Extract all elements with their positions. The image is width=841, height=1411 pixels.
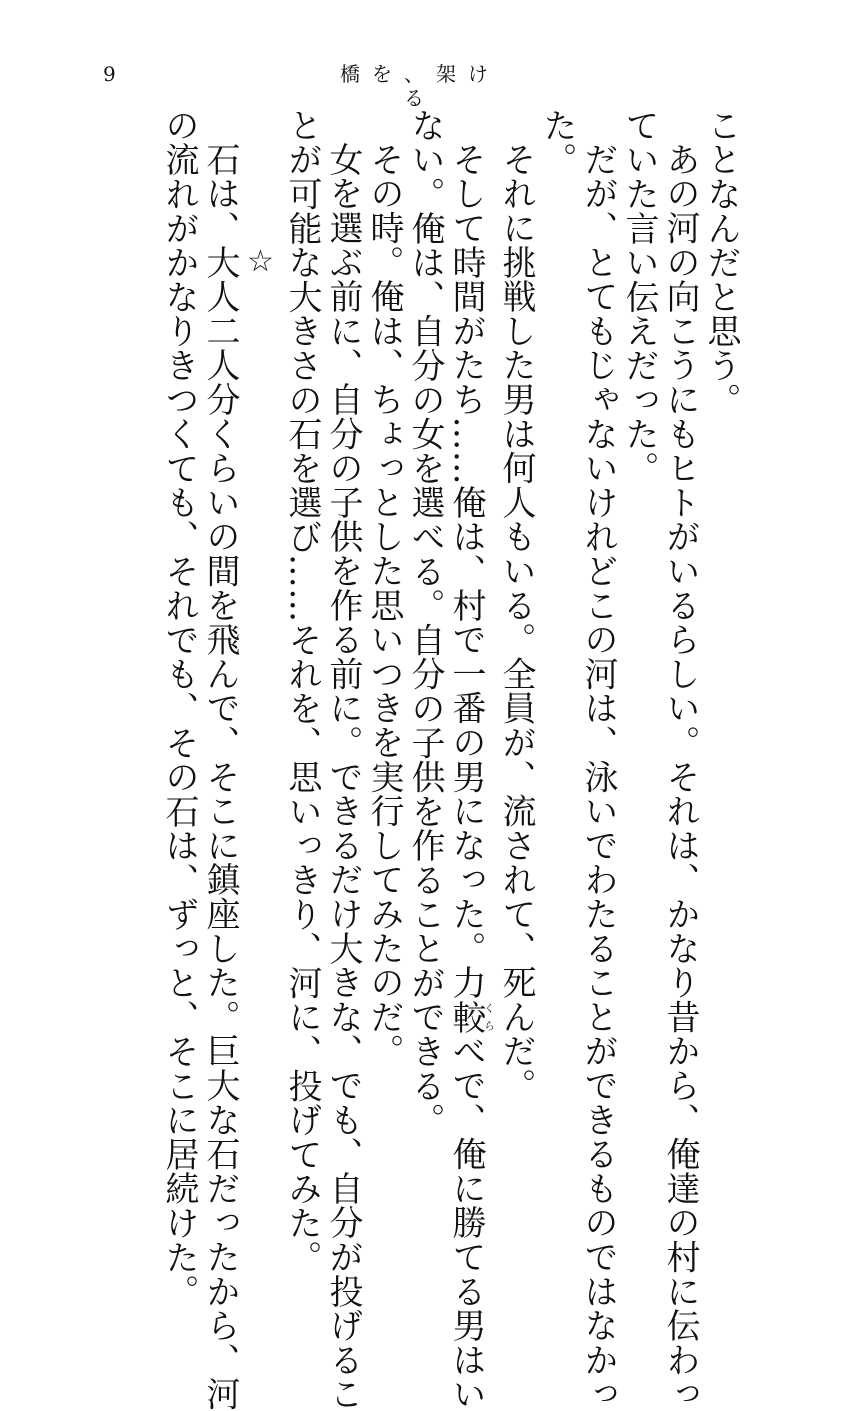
ruby-word	[446, 999, 496, 1034]
text-line: その時。俺は、ちょっとした思いつきを実行してみたのだ。	[364, 142, 404, 1069]
paragraph	[363, 108, 404, 1138]
paragraph	[700, 108, 741, 1138]
text-line: ない。俺は、自分の女を選べる。自分の子供を作ることができる。	[405, 108, 445, 1137]
ruby-base: 較	[446, 999, 486, 1034]
body-text	[158, 108, 741, 1411]
paragraph	[404, 108, 496, 1411]
text-line: 石は、大人二人分くらいの間を飛んで、そこに鎮座した。巨大な石だったから、河	[200, 142, 240, 1411]
paragraph	[536, 108, 618, 1411]
text-line: それに挑戦した男は何人もいる。全員が、流されて、死んだ。	[496, 142, 536, 1103]
text-line: べで、俺に勝てる男はい	[446, 1033, 486, 1411]
text-line: だが、とてもじゃないけれどこの河は、泳いでわたることができるものではなかっ	[578, 142, 618, 1411]
paragraph	[495, 108, 536, 1138]
text-line: ていた言い伝えだった。	[619, 108, 659, 486]
text-line: とが可能な大きさの石を選び……それを、思いっきり、河に、投げてみた。	[282, 108, 322, 1275]
section-break-star: ☆	[243, 244, 278, 280]
running-title: 橋を、架ける	[340, 62, 500, 110]
page-number: 9	[103, 62, 116, 86]
text-line: 女を選ぶ前に、自分の子供を作る前に。できるだけ大きな、でも、自分が投げるこ	[323, 142, 363, 1411]
paragraph	[618, 108, 700, 1411]
text-line: の流れがかなりきつくても、それでも、その石は、ずっと、そこに居続けた。	[159, 108, 199, 1309]
text-line: そして時間がたち……俺は、村で一番の男になった。力	[446, 142, 486, 1000]
text-line: た。	[537, 108, 577, 177]
ruby-reading: くら	[482, 999, 496, 1034]
text-line: あの河の向こうにもヒトがいるらしい。それは、かなり昔から、俺達の村に伝わっ	[660, 142, 700, 1411]
text-line: ことなんだと思う。	[701, 108, 741, 417]
paragraph	[281, 108, 363, 1411]
paragraph	[158, 108, 240, 1411]
